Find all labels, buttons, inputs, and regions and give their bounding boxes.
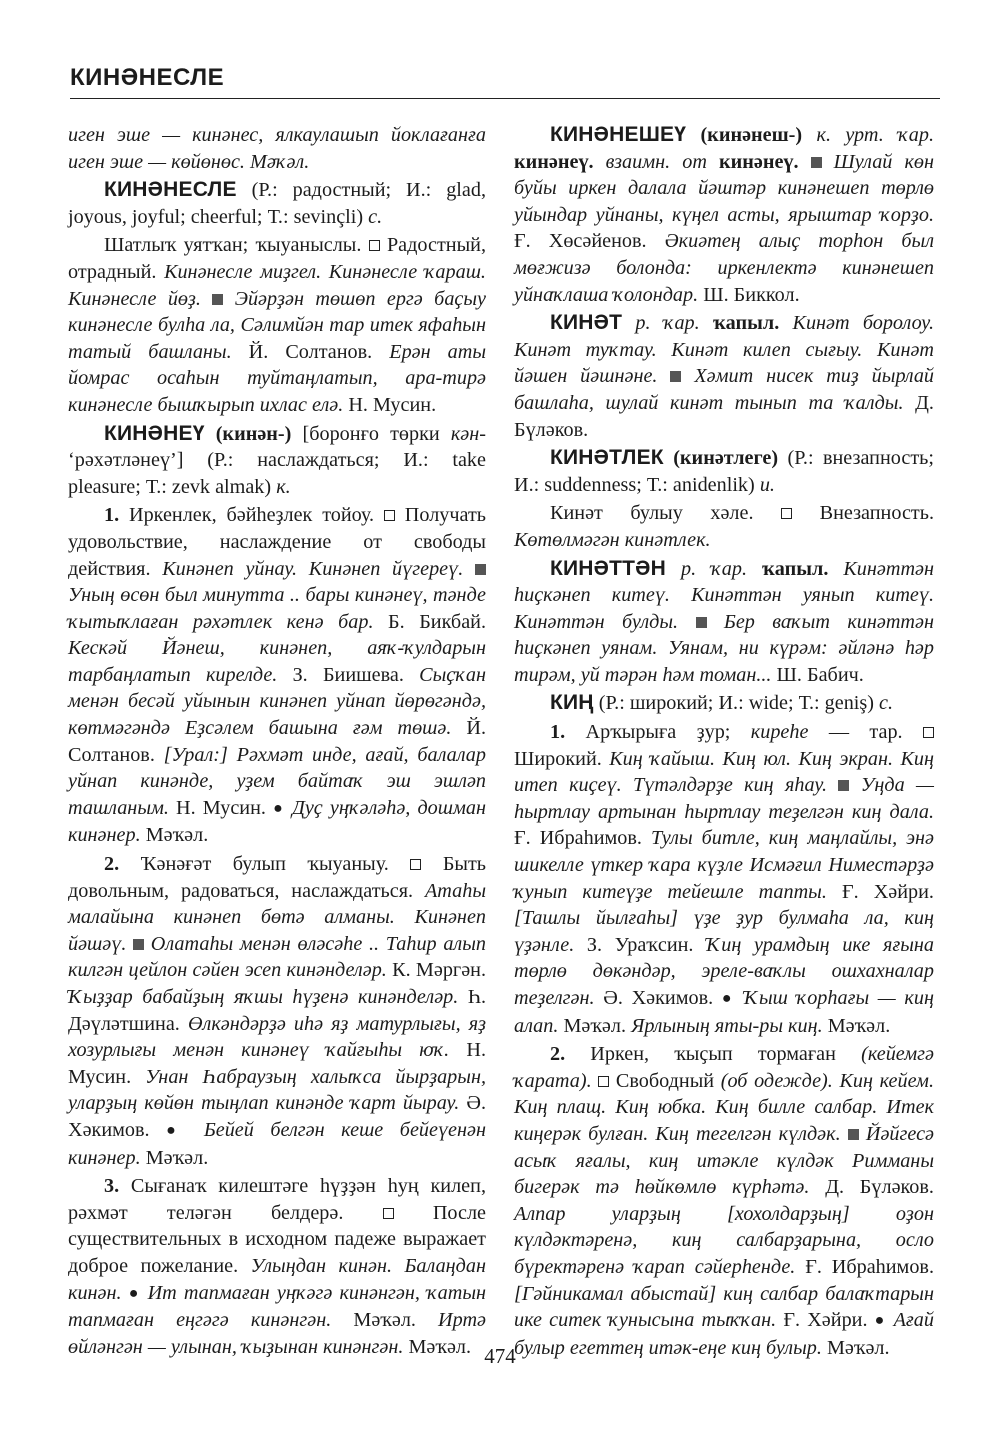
entry-kinanesle-body [68, 232, 486, 418]
citation: [Гәйникамал абыстай] киң салбар балаҡтарын ике ситек ҡунысына тыҡҡан. [514, 1282, 934, 1332]
citation: Йәйгесә асыҡ яғалы, киң итәкле күлдәк Римманы бигерәк тә һөйкөмлө күрһәтә. [514, 1122, 935, 1199]
proverb: Дуҫ уңҡәләһә, дошман кинәнер. [68, 796, 487, 847]
headword: КИНӘНЕШЕҮ [550, 123, 687, 146]
entry-kinaneu [68, 421, 486, 501]
examples: Улыңдан кинән. Балаңдан кинән. [68, 1254, 486, 1304]
citation: Унан Һабраузың халыҡса йырҙарын, уларҙың көйөн тыңлап кинәнде ҡарт йырау. [68, 1065, 487, 1115]
author: Ғ. Ибраһимов. [514, 827, 651, 850]
author: Н. Мусин. [168, 796, 274, 819]
author: З. Биишева. [277, 663, 420, 686]
author: Ш. Бабич. [771, 663, 864, 686]
russian-definition: Свободный [609, 1069, 721, 1092]
sense-2 [514, 1041, 934, 1361]
sense-number: 1. [104, 504, 120, 527]
examples: Кинәнеп уйнау. Кинәнеп йүгереү. [162, 557, 464, 580]
stem: (кинән-) [204, 422, 303, 445]
head-info: (Р.: радостный; И.: glad, joyous, joyful; cheerful; Т.: sevinçli) [68, 179, 486, 228]
square-marker-icon [923, 727, 934, 738]
author: Ғ. Ибраһимов. [795, 1255, 935, 1278]
proverb-source: Мәҡәл. [140, 824, 209, 847]
etymology-form: кән- [450, 422, 486, 445]
author: З. Ураҡсин. [574, 933, 707, 956]
russian-definition: Широкий. [514, 747, 610, 770]
russian-definition: Радостный, отрадный. [68, 234, 486, 283]
citation: Ерән аты йомрас осаһын туйтаңлатып, ара-тирә кинәнесле бышҡырып ихлас елә. [68, 340, 487, 416]
proverb-source: Мәҡәл. [140, 1146, 209, 1169]
gram-label: к. [276, 475, 291, 498]
proverb-source: Мәҡәл. [821, 1336, 890, 1359]
headword: КИНӘТТӘН [550, 556, 666, 580]
proverb: Иртә өйләнгән — улынан, ҡыҙынан кинәнгән. [68, 1309, 486, 1358]
author: Һ. Дәүләтшина. [68, 986, 486, 1035]
russian-definition: Получать удовольствие, наслаждение от свободы действия. [68, 504, 486, 580]
proverb-source: Мәҡәл. [403, 1335, 472, 1358]
entry-kinat [514, 310, 934, 443]
stem: (кинәнеш-) [686, 124, 817, 146]
cross-reference: кинәнеү. [706, 150, 799, 173]
sense-number: 1. [550, 721, 566, 744]
cross-reference: ҡапыл. [747, 557, 844, 580]
author: Б. Бикбай. [373, 610, 487, 633]
citation: Бер ваҡыт кинәттән һиҫкәнеп уянам. Уянам, ни күрәм: әйләнә һәр тирәм, уй тәрән һәм томан... [514, 610, 934, 686]
headword: КИНӘТЛЕК [550, 446, 664, 470]
author: Ғ. Хәйри. [776, 1309, 875, 1332]
sense-1 [514, 719, 934, 1039]
citation: Эйәрҙән төшөп ергә баҫыу кинәнесле булһа ла, Сәлимйән тар итек яфаһын татый башланы. [68, 287, 487, 363]
proverb: Бейей белгән кеше бейеүенән кинәнер. [68, 1118, 487, 1169]
definition: Иркенлек, бәйһеҙлек тойоу. [119, 504, 375, 527]
citation: Өлкәндәрҙә иһә яҙ матурлығы, яҙ хозурлығы менән кинәнеү ҡайғыһы юҡ. [68, 1012, 486, 1062]
bullet-icon: ● [874, 1312, 887, 1330]
cross-reference: ҡапыл. [699, 312, 793, 335]
definition: Иркен, ҡыҫып тормаған [565, 1043, 862, 1066]
bullet-icon: ● [721, 990, 736, 1007]
citation: Ҡыҙҙар бабайҙың яҡшы һүҙенә кинәнделәр. [68, 986, 459, 1008]
page-number: 474 [484, 1344, 516, 1368]
citation: [Урал:] Рәхмәт инде, ағай, балалар уйнап кинәнде, уҙем байтаҡ эш эшләп ташланым. [68, 743, 486, 819]
citation: Сыҫҡан менән бесәй уйынын кинәнеп уйнап йөрөгәндә, көтмәгәндә Еҙсәлем башына ғәм төшә. [68, 663, 486, 740]
bullet-icon: ● [166, 1121, 188, 1139]
filled-square-marker-icon [838, 780, 849, 791]
stem: (кинәтлеге) [663, 447, 788, 470]
gram-label: взаимн. от [605, 150, 707, 173]
filled-square-marker-icon [475, 564, 486, 575]
entry-kinanesheu [514, 122, 934, 308]
square-marker-icon [369, 240, 380, 251]
russian-definition: Быть довольным, радоваться, наслаждаться. [68, 853, 487, 902]
citation: Тулы битле, киң маңлайлы, энә шикелле үткер ҡара күҙле Исмәғил Ниместәрҙә ҡунып китеүҙе тейешле тапты. [514, 827, 935, 903]
gram-label: к. урт. ҡар. [816, 124, 934, 146]
citation: Олатаһы менән өләсәһе .. Таһир алып килгән цейлон сәйен эсеп кинәнделәр. [68, 932, 486, 982]
running-head-title: КИНӘНЕСЛЕ [70, 64, 225, 91]
russian-definition: Внезапность. [792, 502, 934, 525]
definition: Шатлыҡ уятҡан; ҡыуаныслы. [104, 234, 362, 257]
usage-note: (об одежде). [720, 1069, 840, 1092]
gram-label: р. ҡар. [666, 557, 748, 580]
examples: Киң ҡайыш. Киң юл. Киң экран. Киң итеп киҫеү. Түтәлдәрҙе киң яһау. [514, 747, 934, 797]
bullet-icon: ● [128, 1284, 141, 1302]
author: Д. Бүләков. [809, 1176, 934, 1199]
proverb: Ҡыш ҡорһағы — киң алап. [514, 987, 934, 1037]
definition: Ҡәнәғәт булып ҡыуаныу. [119, 853, 389, 876]
etymology: ‘рәхәтләнеү’] (Р.: наслаждаться; И.: take pleasure; Т.: zevk almak) [68, 449, 486, 498]
headword: КИНӘНЕҮ [104, 421, 205, 445]
examples: Кинәт боролоу. Кинәт туҡтау. Кинәт килеп сығыу. Кинәт йәшен йәшнәне. [514, 312, 934, 388]
citation: Уның өсөн был минутта .. бары кинәнеү, тәнде ҡытыҡлаған рәхәтлек кенә бар. [68, 584, 486, 633]
citation: Хәмит нисек тиҙ йырлай башлаһа, шулай кинәт тынып та ҡалды. [514, 365, 935, 414]
examples: Киң кейем. Киң плащ. Киң юбка. Киң билле салбар. Итек киңерәк булған. Киң тегелгән күлдәк. [514, 1069, 934, 1145]
definition: Кинәт булыу хәле. [550, 502, 754, 525]
author: Й. Солтанов. [231, 340, 373, 363]
filled-square-marker-icon [848, 1129, 859, 1140]
author: К. Мәргән. [386, 959, 487, 982]
filled-square-marker-icon [670, 371, 681, 382]
continuation-text: иген эше — кинәнес, ялкаулашып йоклағанға иген эше — көйөнөс. Мәҡәл. [68, 124, 486, 173]
headword: КИҢ [550, 691, 594, 715]
citation: Уңда — һыртлау артынан һыртлау теҙелгән киң дала. [514, 774, 935, 823]
examples: Кинәттән һиҫкәнеп китеү. Кинәттән уянып китеү. Кинәттән булды. [514, 557, 934, 633]
running-header [70, 58, 940, 99]
sense-number: 2. [550, 1043, 566, 1066]
cross-reference: кинәнеү. [514, 150, 606, 173]
antonym: — тар. [808, 721, 903, 744]
square-marker-icon [410, 859, 421, 870]
author: Ә. Хәкимов. [594, 987, 722, 1009]
head-info: (Р.: внезапность; И.: suddenness; Т.: anidenlik) [514, 447, 934, 496]
gram-label: и. [759, 473, 775, 496]
sense-3 [68, 1173, 486, 1360]
antonym-label: киреһе [750, 721, 809, 744]
sense-1 [68, 502, 486, 849]
proverb-source: Мәҡәл. [331, 1309, 439, 1332]
citation: Шулай көн буйы иркен далала йәштәр кинәнешеп төрлө уйындар уйнаны, күңел асты, ярыштар ҡорҙо. [514, 150, 935, 226]
citation: Кескәй Йәнеш, кинәнеп, аяҡ-ҡулдарын тарбаңлатып кирелде. [68, 637, 486, 686]
continuation-paragraph [68, 122, 486, 175]
sense-number: 2. [104, 853, 120, 876]
gram-label: с. [368, 205, 383, 228]
author: Н. Мусин. [343, 393, 437, 416]
gram-label: с. [879, 692, 894, 715]
gram-label: р. ҡар. [622, 312, 700, 335]
square-marker-icon [598, 1076, 609, 1087]
proverb-source: Мәҡәл. [822, 1014, 891, 1037]
author: Н. Мусин. [68, 1039, 486, 1088]
definition: Арҡырыға ҙур; [565, 721, 751, 744]
entry-kinattan [514, 556, 934, 689]
author: Й. Солтанов. [68, 717, 486, 766]
etymology: [боронғо төрки [302, 422, 451, 445]
citation: Әкиәтең алыҫ торһон был мөғжизә болонда: иркенлектә кинәнешеп уйнаҡлаша ҡолондар. [514, 230, 934, 306]
citation: [Ташлы йылғаһы] үҙе ҙур булмаһа ла, киң үҙәнле. [514, 907, 934, 956]
entry-king [514, 690, 934, 717]
entry-kinatlek-body [514, 500, 934, 553]
russian-definition: После существительных в исходном падеже выражает доброе пожелание. [68, 1201, 487, 1277]
square-marker-icon [384, 510, 395, 521]
filled-square-marker-icon [811, 157, 822, 168]
filled-square-marker-icon [133, 939, 144, 950]
author: Ш. Биккол. [698, 283, 800, 306]
square-marker-icon [781, 508, 792, 519]
headword: КИНӘТ [550, 311, 623, 335]
headword: КИНӘНЕСЛЕ [104, 178, 237, 202]
citation: Ҡиң урамдың ике яғына төрлө дөкәндәр, эреле-ваҡлы ошхахналар теҙелгән. [514, 933, 934, 1009]
entry-kinanesle [68, 177, 486, 230]
bullet-icon: ● [273, 799, 285, 817]
sense-2 [68, 851, 486, 1171]
author: Д. Бүләков. [514, 391, 934, 441]
square-marker-icon [383, 1208, 394, 1219]
author: Ә. Хәкимов. [68, 1092, 486, 1141]
head-info: (Р.: широкий; И.: wide; Т.: geniş) [593, 692, 880, 715]
author: Ғ. Хөсәйенов. [514, 230, 665, 253]
definition: Сығанаҡ килештәге һүҙҙән һуң килеп, рәхмәт теләгән белдерә. [68, 1175, 486, 1224]
entry-kinatlek [514, 445, 934, 498]
examples: Атаһы малайына кинәнеп бөтә алманы. Кинәнеп йәшәү. [68, 879, 486, 955]
right-column [514, 122, 934, 1363]
citation: Алпар уларҙың [хохолдарҙың] оҙон күлдәктәренә, киң салбарҙарына, осло бүректәренә ҡарап сәйерһенде. [514, 1202, 934, 1278]
proverb: Ит тапмаған уңҡәгә кинәнгән, ҡатын тапмаған еңгәгә кинәнгән. [68, 1281, 487, 1332]
proverb: Ярлының яты-ры киң. [631, 1014, 823, 1037]
sense-number: 3. [104, 1175, 120, 1198]
examples: Кинәнесле миҙгел. Кинәнесле ҡараш. Кинәнесле йөҙ. [68, 260, 486, 310]
filled-square-marker-icon [212, 294, 223, 305]
author: Ғ. Хәйри. [826, 880, 934, 903]
proverb: Ағай булыр егеттең итәк-еңе киң булыр. [514, 1309, 934, 1359]
examples: Көтөлмәгән кинәтлек. [514, 528, 711, 551]
usage-note: (кейемгә ҡарата). [514, 1043, 934, 1092]
proverb-source: Мәҡәл. [558, 1014, 632, 1037]
left-column [68, 122, 486, 1362]
filled-square-marker-icon [696, 617, 707, 628]
